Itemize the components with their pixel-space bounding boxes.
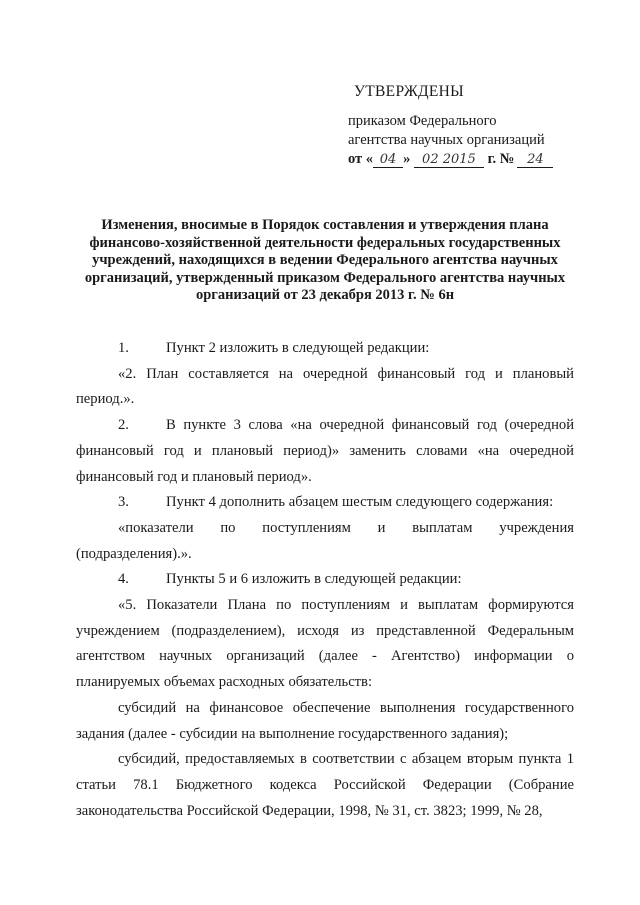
item-2-number: 2. bbox=[118, 417, 129, 434]
approval-stamp-heading: УТВЕРЖДЕНЫ bbox=[354, 83, 464, 100]
doc-number-handwritten: 24 bbox=[517, 152, 553, 168]
order-line-2: агентства научных организаций bbox=[348, 132, 545, 148]
item-3-quote-line-1: «показатели по поступлениям и выплатам учреждения bbox=[118, 519, 574, 536]
item-1-text: Пункт 2 изложить в следующей редакции: bbox=[166, 340, 430, 356]
date-mid: » bbox=[403, 151, 411, 167]
item-2-text: В пункте 3 слова «на очередной финансовый год (очередной финансовый год и плановый период)» заменить словами «на очередной финансовый год и плановый период». bbox=[76, 417, 574, 485]
approval-order-block bbox=[348, 112, 553, 169]
item-4-subsidy-2: субсидий, предоставляемых в соответствии с абзацем вторым пункта 1 статьи 78.1 Бюджетного кодекса Российской Федерации (Собрание законодательства Российской Федерации, 1998, № 31, ст. 3823; 1999, № 28, bbox=[76, 751, 574, 819]
item-3-number: 3. bbox=[118, 494, 129, 511]
document-title: Изменения, вносимые в Порядок составления и утверждения плана финансово-хозяйственной деятельности федеральных государственных учреждений, находящихся в ведении Федерального агентства научных организаций, утвержденный приказом Федерального агентства научных организаций от 23 декабря 2013 г. № 6н bbox=[84, 217, 566, 304]
date-month-handwritten: 02 2015 bbox=[414, 152, 484, 168]
item-2 bbox=[76, 413, 574, 490]
item-1 bbox=[76, 336, 574, 362]
item-4-quote-p5: «5. Показатели Плана по поступлениям и выплатам формируются учреждением (подразделением), исходя из представленной Федеральным агентством научных организаций (далее - Агентство) информации о планируемых объемах расходных обязательств: bbox=[76, 597, 574, 691]
item-1-quote: «2. План составляется на очередной финансовый год и плановый период.». bbox=[76, 365, 574, 408]
item-3 bbox=[76, 490, 574, 516]
date-prefix: от « bbox=[348, 151, 374, 167]
item-4 bbox=[76, 567, 574, 593]
item-3-quote-line-2: (подразделения).». bbox=[76, 545, 192, 562]
date-day-handwritten: 04 bbox=[373, 152, 403, 168]
date-suffix: г. № bbox=[487, 151, 515, 167]
order-date-line bbox=[348, 150, 553, 169]
document-body bbox=[76, 336, 574, 824]
item-1-number: 1. bbox=[118, 340, 129, 356]
item-4-number: 4. bbox=[118, 571, 129, 588]
order-line-1: приказом Федерального bbox=[348, 113, 497, 129]
item-4-subsidy-1: субсидий на финансовое обеспечение выполнения государственного задания (далее - субсидии на выполнение государственного задания); bbox=[76, 699, 574, 742]
item-4-text: Пункты 5 и 6 изложить в следующей редакции: bbox=[166, 571, 462, 588]
item-3-text: Пункт 4 дополнить абзацем шестым следующего содержания: bbox=[166, 494, 554, 511]
